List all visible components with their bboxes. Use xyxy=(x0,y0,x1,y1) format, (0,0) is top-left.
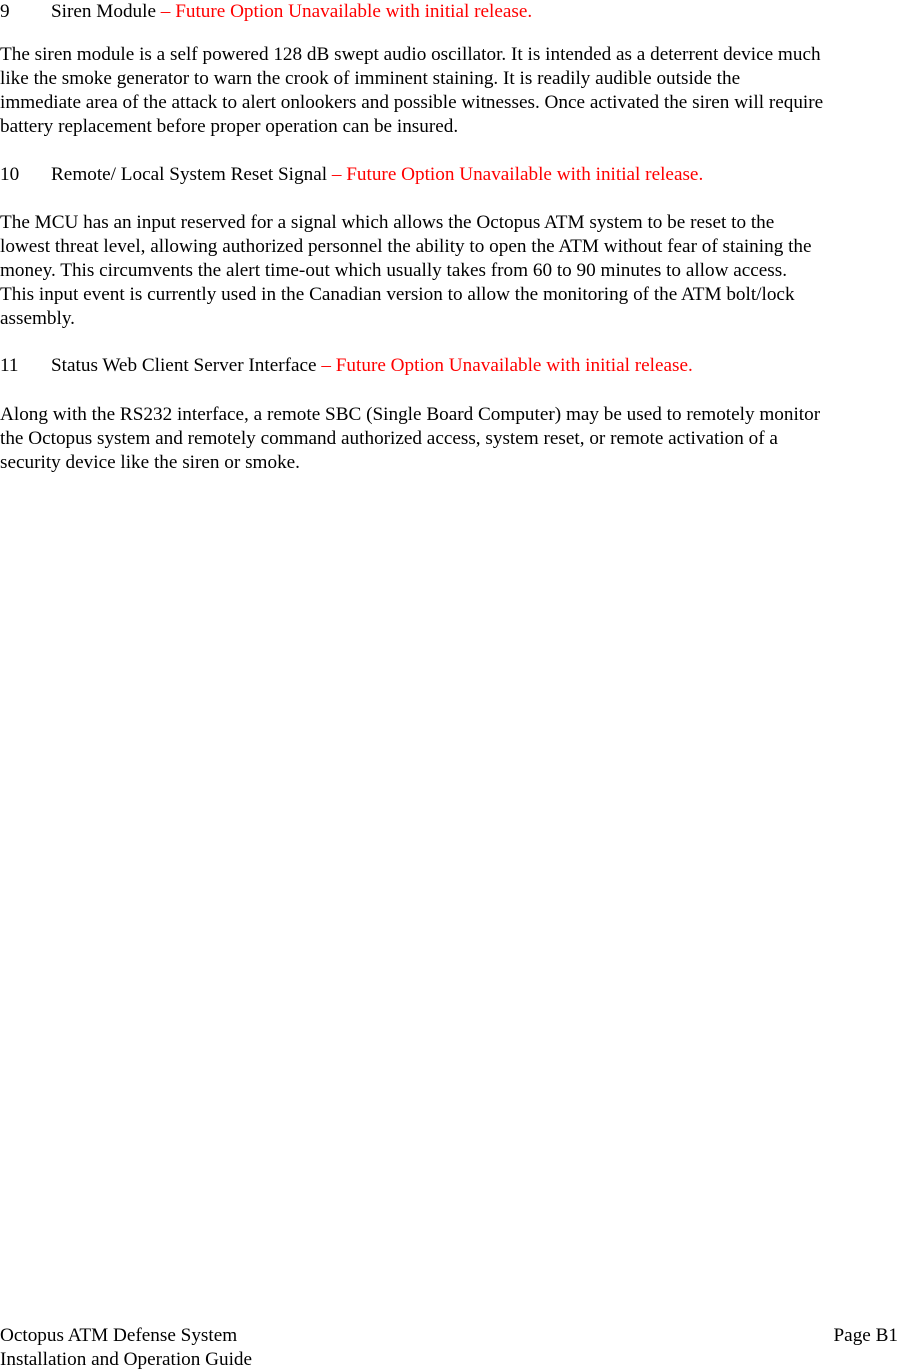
section-11-body xyxy=(0,403,898,475)
future-option-note: – Future Option Unavailable with initial release. xyxy=(160,1,533,22)
body-line: The MCU has an input reserved for a signal which allows the Octopus ATM system to be reset to the xyxy=(0,212,775,233)
section-10-body xyxy=(0,211,898,331)
footer-guide: Installation and Operation Guide xyxy=(0,1349,253,1370)
body-line: security device like the siren or smoke. xyxy=(0,452,300,473)
page-footer xyxy=(0,1324,898,1372)
section-number: 9 xyxy=(0,1,10,22)
section-title: Remote/ Local System Reset Signal xyxy=(51,164,328,185)
body-line: battery replacement before proper operation can be insured. xyxy=(0,116,459,137)
section-9-body xyxy=(0,43,898,139)
future-option-note: – Future Option Unavailable with initial release. xyxy=(331,164,704,185)
footer-product: Octopus ATM Defense System xyxy=(0,1325,238,1346)
section-number: 11 xyxy=(0,355,19,376)
body-line: money. This circumvents the alert time-out which usually takes from 60 to 90 minutes to allow access. xyxy=(0,260,788,281)
body-line: like the smoke generator to warn the crook of imminent staining. It is readily audible outside the xyxy=(0,68,741,89)
body-line: lowest threat level, allowing authorized personnel the ability to open the ATM without fear of staining the xyxy=(0,236,812,257)
section-10-heading xyxy=(0,163,703,187)
section-11-heading xyxy=(0,354,693,378)
section-9-heading xyxy=(0,0,532,24)
body-line: assembly. xyxy=(0,308,75,329)
footer-page-number: Page B1 xyxy=(833,1325,898,1346)
footer-row xyxy=(0,1348,898,1372)
section-title: Status Web Client Server Interface xyxy=(51,355,317,376)
body-line: The siren module is a self powered 128 dB swept audio oscillator. It is intended as a deterrent device much xyxy=(0,44,821,65)
footer-row xyxy=(0,1324,898,1348)
body-line: Along with the RS232 interface, a remote SBC (Single Board Computer) may be used to remotely monitor xyxy=(0,404,821,425)
body-line: the Octopus system and remotely command authorized access, system reset, or remote activation of a xyxy=(0,428,778,449)
section-title: Siren Module xyxy=(51,1,156,22)
body-line: This input event is currently used in the Canadian version to allow the monitoring of the ATM bolt/lock xyxy=(0,284,795,305)
future-option-note: – Future Option Unavailable with initial release. xyxy=(321,355,693,376)
section-number: 10 xyxy=(0,164,20,185)
body-line: immediate area of the attack to alert onlookers and possible witnesses. Once activated the siren will require xyxy=(0,92,824,113)
